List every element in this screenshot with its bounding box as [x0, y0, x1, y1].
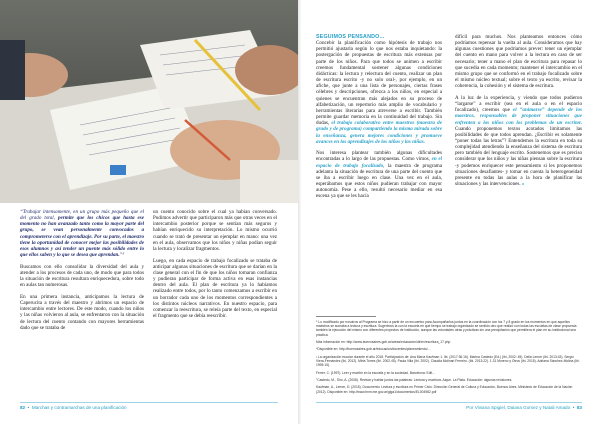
left-column-1	[20, 209, 144, 336]
footnotes	[316, 320, 582, 397]
paragraph: En una primera instancia, anticipamos la lectura de Caperucita a través del maestro y abrimos un espacio de intercambio entre lectores. De este modo, cuando los niños y las niñas volvieron al aula, se enfrentaron con la situación de lectura del cuento contando con mayores herramientas dado que se trataba de	[20, 293, 144, 331]
end-arrow-icon: »	[521, 181, 525, 188]
footer-right	[466, 405, 582, 410]
footnote: Kaufman, A., Lerner, D. (2015). Documento: Lectura y escritura en Primer Ciclo. Dirección General de Cultura y Educación, Buenos Aires. Ministerio de Educación de la Nación (2012). Disponible en: http://www.bnm.me.gov.ar/giga1/documentos/EL004982.pdf	[316, 385, 573, 394]
right-column-1	[316, 34, 442, 205]
paragraph: Concebir la planificación como hipótesis de trabajo nos permitió ajustarla según lo que nos estaba inquietando: la postergación de propuestas de escritura más extensas por parte de los niños. Para que todos se animen a escribir creemos fundamental sostener algunas condiciones didácticas: la lectura y relectura del cuento, realizar un plan de escritura escrito -y no solo oral-, por ejemplo, en un afiche, que junte a una lista de personajes, ciertas frases célebres y descripciones, ofrezca a los niños, en especial a quienes se encuentran más alejados en su proceso de alfabetización, un repertorio más amplio de vocabulario y herramientas literarias para atreverse a escribir. También permite guardar memoria en la continuidad del trabajo. Sin dudas, el trabajo colaborativo entre maestros (maestra de grado y de programa) compartiendo la misma mirada sobre la enseñanza, genera mejores condiciones y promueve avances en los aprendizajes de los niños y las niñas.	[316, 40, 442, 145]
footnote-rule	[316, 316, 376, 317]
right-column-2	[455, 34, 582, 193]
paragraph: Buscamos con ello consolidar la diversidad del aula y atender a los procesos de cada uno, de modo que para todos la situación de escritura resultara enriquecedora, sobre todo en aulas tan numerosas.	[20, 263, 144, 289]
separator-icon: •	[26, 405, 31, 410]
highlight: el “animarse” depende de los maestros, responsables de proponer situaciones que enfrenten a los niños con los problemas de un escritor.	[455, 107, 582, 126]
footer-rule-left	[20, 402, 278, 403]
section-heading: SEGUIMOS PENSANDO...	[316, 34, 385, 40]
paragraph: A la luz de la experiencia, y viendo que todos pudieron “largarse” a escribir (sea en el aula o en el espacio focalizado), creemos que el “animarse” depende de los maestros, responsables de proponer situaciones que enfrenten a los niños con los problemas de un escritor. Cuando proponemos textos acotados limitamos las posibilidades de que todos aprendan. ¿Escribir es solamente “poner todas las letras”? Entendemos la escritura en toda su complejidad atendiendo la enseñanza del sistema de escritura pero también del lenguaje escrito. Sostenemos que es preciso considerar que los niños y las niñas piensan sobre la escritura -y podemos enriquecer este pensamiento si les proponemos situaciones desafiantes- y tomar en cuenta la heterogeneidad presente en todas las aulas a la hora de planificar las situaciones y las intervenciones. »	[455, 94, 582, 188]
footnote: ¹ La organización escolar durante el año 2018. Participación de: Ana María Kaufman 1. Ibi. (2017:36.16). Marina Castedo (Ed.) (Ibi, 2002: 45). Delia Lerner (Ibi. 2013:43). Sergio Viera-Fernández (Ibi. 2012). Mirta Torres (Ibi. 2002.45). Paula Villa (Ibi. 2002). Claudia Molinari Ferreiro. (Ibi. 2013:22). 1.31 Moreno y Otros (Ibi. 2015). Adriana Sánchez-Molina (Ibi. 1995:15).	[316, 354, 580, 368]
classroom-photo	[0, 0, 298, 203]
running-authors: Por Viviana Spigiel, Daiana Gomez y Natali Amado	[466, 405, 571, 410]
footer-rule-right	[316, 402, 582, 403]
paragraph: Luego, en cada espacio de trabajo focalizado se trataba de anticipar algunas situaciones de escritura que se darían en la clase general con el fin de que los niños tomaran confianza y pudieran participar de forma activa en esas instancias dentro del aula. El plan de escritura ya lo habíamos realizado entre todos, por lo tanto comenzamos a escribir en un borrador cada uno de los momentos correspondientes a los distintos núcleos narrativos. En nuestro espacio, para comenzar la reescritura, se releía parte del texto, en especial el fragmento que se debía reescribir.	[153, 257, 277, 319]
paragraph: difícil para muchos. Nos planteamos entonces cómo podríamos repensar la vuelta al aula. Consideramos que hay algunas cuestiones que podríamos prever: tener un ejemplar del cuento en mano para volver a la lectura en caso de ser necesario; tener a mano el plan de escritura para repasar lo que sucedía en cada momento; mantener el intercambio en el mismo grupo que se conformó en el trabajo focalizado sobre el mismo núcleo textual; sobre el texto ya escrito, revisar la coherencia, la cohesión y el sistema de escritura.	[455, 34, 582, 90]
running-title: Marchas y contramarchas de una planificación	[31, 405, 127, 410]
highlight: en el espacio de trabajo focalizado	[316, 156, 442, 169]
footnote: Más información en: http://www.buenosaires.gob.ar/areas/educacion/dirinv/escritura_17.php	[316, 340, 451, 344]
footnote: ⁶Disponible en: http://buenosaires.gob.ar/educacion/docentes/planeamiento/...	[316, 347, 431, 352]
footnote: ⁷Castedo, M., Siro, A. (2008). Revisar y hablar juntos las palabras: Lectura y escritura. Aique. La Plata. Educación: algunas revisiones.	[316, 377, 513, 382]
page-number: 83	[576, 405, 582, 410]
highlight: el trabajo colaborativo entre maestros (maestra de grado y de programa) compartiendo la misma mirada sobre la enseñanza, genera mejores condiciones y promueve avances en los aprendizajes de los niños y las niñas.	[316, 120, 442, 145]
separator-icon: •	[571, 405, 576, 410]
left-column-2	[153, 209, 277, 325]
page-gutter	[298, 0, 304, 424]
footnote: Ferrer, C. (1997). Leer y escribir en la escuela y en la sociedad. Barcelona: Edit...	[316, 370, 435, 375]
pull-quote: “Trabajar intensamente, en un grupo más pequeño que el del grado total, permite que los chicos que hasta ese momento no han avanzado tanto como la mayor parte del grupo, se vean personalmente convocados a comprometerse con el aprendizaje. Por su parte, el maestro tiene la oportunidad de conocer mejor las posibilidades de esos alumnos y así tender un puente más sólido entre lo que ellos saben y lo que se desea que aprendan.”⁵	[20, 209, 144, 259]
footer-left	[20, 405, 127, 410]
footnote: ⁵ Lo modificado por nosotros al Programa se hizo a partir de un encuentro para Acompañarlos juntos en la coordinación con los 7 y 8 grado en los momentos en que aquellos maestros se sumaba a lectura y escritura. Sugerimos la con la escuela en qué tiempo se trabajo organizado se sentido otro que realizó con todas las escuelas de clase propuesta también la ejecución del mismo con diferentes proyectos de institución, aunque las voluntades otras y prácticas sin una precipitación que permitiera el plan en su institucional sea práctica.	[316, 320, 577, 337]
page-number: 82	[20, 405, 26, 410]
paragraph: un cuento conocido sobre el cual ya habían conversado. Pudimos advertir que participaron más que otras veces en el intercambio posterior porque se sentían más seguros y habían enriquecido su interpretación. Lo mismo ocurrió cuando se trató de presentar un ejemplar en mano: una vez en el aula, observamos que los niños y niñas podían seguir la lectura y localizar fragmentos.	[153, 209, 277, 252]
paragraph: Nos interesa plantear también algunas dificultades encontradas a lo largo de las propuestas. Como vimos, en el espacio de trabajo focalizado, la maestra de programa adelanta la situación de escritura de una parte del cuento que se iba a escribir luego en clase. Una vez en el aula, esperábamos que estos niños pudieran trabajar con mayor autonomía. Pese a ello, resultó necesario mediar en esa escena ya que se les hacía	[316, 150, 442, 200]
